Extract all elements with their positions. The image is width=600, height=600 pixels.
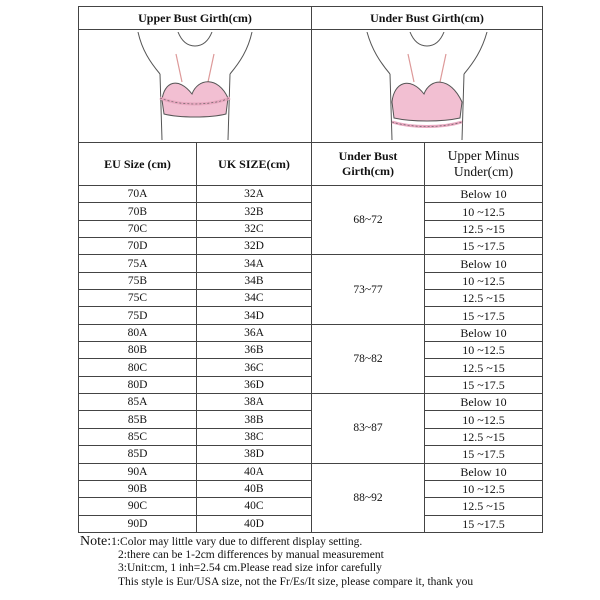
under-bust-header xyxy=(312,143,425,186)
eu-size-cell: 70B xyxy=(79,203,197,220)
upper-bust-illustration xyxy=(79,30,312,143)
eu-size-cell: 90A xyxy=(79,463,197,480)
eu-size-header: EU Size (cm) xyxy=(79,143,197,186)
note-lead: Note: xyxy=(80,534,112,549)
uk-size-cell: 40B xyxy=(197,480,312,497)
uk-size-cell: 32A xyxy=(197,186,312,203)
difference-cell: Below 10 xyxy=(425,463,543,480)
table-row xyxy=(79,324,543,341)
uk-size-cell: 40C xyxy=(197,498,312,515)
difference-cell: 10 ~12.5 xyxy=(425,203,543,220)
difference-cell: 10 ~12.5 xyxy=(425,342,543,359)
uk-size-cell: 34A xyxy=(197,255,312,272)
uk-size-cell: 38D xyxy=(197,446,312,463)
table-row xyxy=(79,307,543,324)
uk-size-cell: 34C xyxy=(197,290,312,307)
difference-cell: 15 ~17.5 xyxy=(425,515,543,532)
uk-size-cell: 40D xyxy=(197,515,312,532)
difference-cell: 15 ~17.5 xyxy=(425,376,543,393)
notes xyxy=(80,535,580,589)
table-row xyxy=(79,255,543,272)
table-row xyxy=(79,480,543,497)
note-line-1 xyxy=(80,535,580,549)
uk-size-cell: 32D xyxy=(197,238,312,255)
difference-cell: Below 10 xyxy=(425,186,543,203)
difference-cell: Below 10 xyxy=(425,324,543,341)
table-row xyxy=(79,463,543,480)
difference-cell: Below 10 xyxy=(425,394,543,411)
eu-size-cell: 85D xyxy=(79,446,197,463)
size-table xyxy=(78,6,543,533)
eu-size-cell: 90B xyxy=(79,480,197,497)
under-bust-header-line1: Under Bust xyxy=(338,149,398,163)
uk-size-cell: 40A xyxy=(197,463,312,480)
eu-size-cell: 85A xyxy=(79,394,197,411)
under-bust-range-cell: 83~87 xyxy=(312,394,425,463)
eu-size-cell: 80A xyxy=(79,324,197,341)
table-row xyxy=(79,359,543,376)
uk-size-cell: 36A xyxy=(197,324,312,341)
eu-size-cell: 85C xyxy=(79,428,197,445)
uk-size-cell: 38B xyxy=(197,411,312,428)
difference-cell: 10 ~12.5 xyxy=(425,411,543,428)
difference-cell: 12.5 ~15 xyxy=(425,290,543,307)
difference-cell: 12.5 ~15 xyxy=(425,428,543,445)
table-row xyxy=(79,186,543,203)
difference-cell: 10 ~12.5 xyxy=(425,480,543,497)
difference-header-line2: Under(cm) xyxy=(453,164,514,179)
uk-size-cell: 36C xyxy=(197,359,312,376)
table-row xyxy=(79,515,543,532)
eu-size-cell: 75A xyxy=(79,255,197,272)
uk-size-cell: 38A xyxy=(197,394,312,411)
under-bust-illustration xyxy=(312,30,543,143)
difference-cell: 12.5 ~15 xyxy=(425,359,543,376)
note-line-2: 2:there can be 1-2cm differences by manual measurement xyxy=(118,549,384,562)
table-row xyxy=(79,428,543,445)
difference-cell: 15 ~17.5 xyxy=(425,238,543,255)
table-row xyxy=(79,394,543,411)
uk-size-cell: 34D xyxy=(197,307,312,324)
eu-size-cell: 75D xyxy=(79,307,197,324)
size-chart xyxy=(78,6,542,533)
under-bust-range-cell: 73~77 xyxy=(312,255,425,324)
note-text-1: 1:Color may little vary due to different display setting. xyxy=(111,536,363,548)
difference-cell: Below 10 xyxy=(425,255,543,272)
table-row xyxy=(79,238,543,255)
eu-size-cell: 80D xyxy=(79,376,197,393)
table-row xyxy=(79,446,543,463)
difference-cell: 15 ~17.5 xyxy=(425,446,543,463)
uk-size-cell: 32C xyxy=(197,220,312,237)
note-line-3: 3:Unit:cm, 1 inh=2.54 cm.Please read size infor carefully xyxy=(118,562,382,575)
eu-size-cell: 70A xyxy=(79,186,197,203)
difference-header xyxy=(425,143,543,186)
under-bust-measure-icon xyxy=(352,32,502,140)
upper-bust-measure-icon xyxy=(120,32,270,140)
difference-cell: 12.5 ~15 xyxy=(425,498,543,515)
difference-header-line1: Upper Minus xyxy=(447,148,520,163)
under-bust-header-line2: Girth(cm) xyxy=(342,164,394,178)
note-line-4: This style is Eur/USA size, not the Fr/Es/It size, please compare it, thank you xyxy=(118,575,474,588)
uk-size-cell: 38C xyxy=(197,428,312,445)
eu-size-cell: 80C xyxy=(79,359,197,376)
eu-size-cell: 90D xyxy=(79,515,197,532)
table-row xyxy=(79,376,543,393)
eu-size-cell: 75C xyxy=(79,290,197,307)
under-bust-range-cell: 88~92 xyxy=(312,463,425,532)
eu-size-cell: 70D xyxy=(79,238,197,255)
eu-size-cell: 80B xyxy=(79,342,197,359)
table-row xyxy=(79,203,543,220)
eu-size-cell: 75B xyxy=(79,272,197,289)
eu-size-cell: 85B xyxy=(79,411,197,428)
under-bust-title: Under Bust Girth(cm) xyxy=(312,7,543,30)
difference-cell: 12.5 ~15 xyxy=(425,220,543,237)
table-row xyxy=(79,342,543,359)
under-bust-range-cell: 68~72 xyxy=(312,186,425,255)
upper-bust-title: Upper Bust Girth(cm) xyxy=(79,7,312,30)
eu-size-cell: 90C xyxy=(79,498,197,515)
uk-size-cell: 34B xyxy=(197,272,312,289)
size-rows xyxy=(79,186,543,533)
uk-size-cell: 36D xyxy=(197,376,312,393)
under-bust-range-cell: 78~82 xyxy=(312,324,425,393)
uk-size-header: UK SIZE(cm) xyxy=(197,143,312,186)
difference-cell: 15 ~17.5 xyxy=(425,307,543,324)
eu-size-cell: 70C xyxy=(79,220,197,237)
uk-size-cell: 36B xyxy=(197,342,312,359)
table-row xyxy=(79,272,543,289)
table-row xyxy=(79,220,543,237)
table-row xyxy=(79,411,543,428)
difference-cell: 10 ~12.5 xyxy=(425,272,543,289)
table-row xyxy=(79,498,543,515)
table-row xyxy=(79,290,543,307)
uk-size-cell: 32B xyxy=(197,203,312,220)
